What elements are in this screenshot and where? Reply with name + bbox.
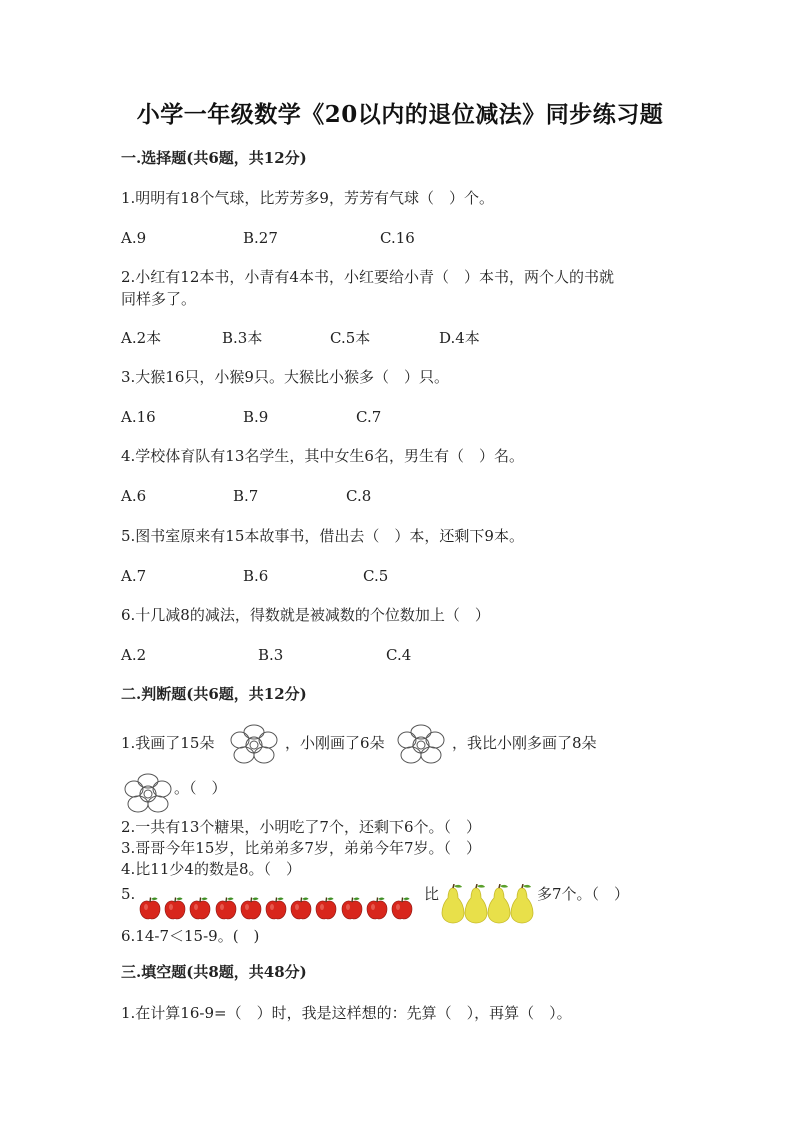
pear-icon — [488, 884, 510, 923]
apple-icon — [265, 896, 287, 920]
choice-4-option-b: B.7 — [233, 487, 259, 505]
choice-5-option-a: A.7 — [121, 567, 147, 585]
apple-icon — [315, 896, 337, 920]
flower-icon — [229, 723, 279, 767]
judge-question-1-part-3: ，我比小刚多画了8朵 — [452, 734, 597, 752]
apple-row — [139, 896, 419, 920]
flower-icon — [123, 772, 173, 816]
apple-icon — [189, 896, 211, 920]
apple-icon — [290, 896, 312, 920]
choice-question-4: 4.学校体育队有13名学生，其中女生6名，男生有（ ）名。 — [121, 447, 524, 465]
choice-question-1: 1.明明有18个气球，比芳芳多9，芳芳有气球（ ）个。 — [121, 189, 494, 207]
pear-icon — [442, 884, 464, 923]
judge-question-2: 2.一共有13个糖果，小明吃了7个，还剩下6个。（ ） — [121, 818, 481, 836]
judge-question-5-text: 多7个。（ ） — [537, 885, 630, 903]
choice-1-option-a: A.9 — [121, 229, 147, 247]
choice-5-option-b: B.6 — [243, 567, 269, 585]
section-heading-fill: 三.填空题(共8题，共48分) — [121, 963, 307, 981]
choice-4-option-c: C.8 — [346, 487, 372, 505]
judge-question-1-part-2: ，小刚画了6朵 — [285, 734, 385, 752]
choice-3-option-a: A.16 — [121, 408, 156, 426]
apple-icon — [366, 896, 388, 920]
judge-question-5-number: 5. — [121, 885, 136, 903]
choice-5-option-c: C.5 — [363, 567, 389, 585]
choice-3-option-c: C.7 — [356, 408, 382, 426]
pear-icon — [511, 884, 533, 923]
choice-2-option-d: D.4本 — [439, 329, 480, 347]
choice-6-option-b: B.3 — [258, 646, 284, 664]
apple-icon — [240, 896, 262, 920]
section-heading-judge: 二.判断题(共6题，共12分) — [121, 685, 307, 703]
judge-question-4: 4.比11少4的数是8。（ ） — [121, 860, 301, 878]
apple-icon — [391, 896, 413, 920]
section-heading-choice: 一.选择题(共6题，共12分) — [121, 149, 307, 167]
fill-question-1: 1.在计算16-9=（ ）时，我是这样想的：先算（ ），再算（ ）。 — [121, 1004, 572, 1022]
choice-1-option-c: C.16 — [380, 229, 415, 247]
choice-question-2-line-2: 同样多了。 — [121, 290, 197, 308]
judge-question-3: 3.哥哥今年15岁，比弟弟多7岁，弟弟今年7岁。（ ） — [121, 839, 481, 857]
apple-icon — [215, 896, 237, 920]
apple-icon — [139, 896, 161, 920]
pear-icon — [465, 884, 487, 923]
pear-row — [440, 884, 536, 924]
judge-question-6: 6.14-7＜15-9。( ) — [121, 927, 260, 945]
flower-icon — [396, 723, 446, 767]
choice-question-3: 3.大猴16只，小猴9只。大猴比小猴多（ ）只。 — [121, 368, 449, 386]
choice-6-option-c: C.4 — [386, 646, 412, 664]
choice-2-option-a: A.2本 — [121, 329, 162, 347]
choice-question-6: 6.十几减8的减法，得数就是被减数的个位数加上（ ） — [121, 606, 490, 624]
judge-question-5-compare: 比 — [424, 885, 440, 903]
apple-icon — [341, 896, 363, 920]
choice-3-option-b: B.9 — [243, 408, 269, 426]
choice-question-5: 5.图书室原来有15本故事书，借出去（ ）本，还剩下9本。 — [121, 527, 524, 545]
apple-icon — [164, 896, 186, 920]
judge-question-1-part-1: 1.我画了15朵 — [121, 734, 215, 752]
choice-6-option-a: A.2 — [121, 646, 147, 664]
choice-4-option-a: A.6 — [121, 487, 147, 505]
choice-1-option-b: B.27 — [243, 229, 278, 247]
page-title: 小学一年级数学《20以内的退位减法》同步练习题 — [136, 101, 664, 128]
judge-question-1-part-4: 。（ ） — [174, 779, 227, 797]
choice-question-2-line-1: 2.小红有12本书，小青有4本书，小红要给小青（ ）本书，两个人的书就 — [121, 268, 614, 286]
choice-2-option-c: C.5本 — [330, 329, 371, 347]
choice-2-option-b: B.3本 — [222, 329, 263, 347]
